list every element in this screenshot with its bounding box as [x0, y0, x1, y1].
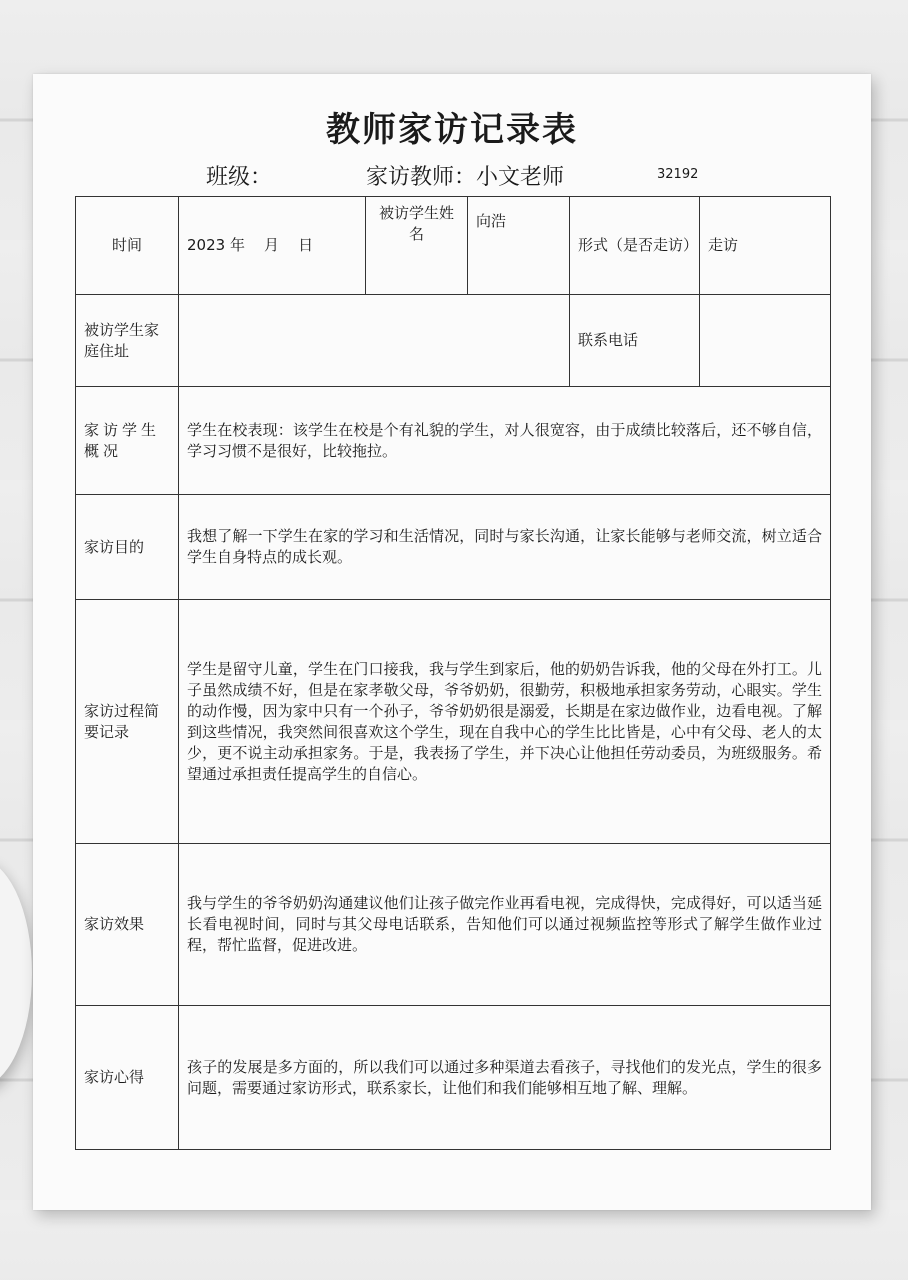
- table-row: [76, 844, 831, 1006]
- phone-label: 联系电话: [570, 295, 700, 387]
- student-name-value: 向浩: [468, 197, 570, 295]
- time-value: 2023 年 月 日: [179, 197, 366, 295]
- record-form-sheet: [33, 74, 871, 1210]
- overview-label: 家访学生概况: [76, 387, 179, 495]
- address-label: 被访学生家庭住址: [76, 295, 179, 387]
- time-label: 时间: [76, 197, 179, 295]
- visit-form-label: 形式（是否走访）: [570, 197, 700, 295]
- purpose-text: 我想了解一下学生在家的学习和生活情况，同时与家长沟通，让家长能够与老师交流，树立适合学生自身特点的成长观。: [179, 495, 831, 600]
- table-row: [76, 387, 831, 495]
- insight-text: 孩子的发展是多方面的，所以我们可以通过多种渠道去看孩子，寻找他们的发光点，学生的很多问题，需要通过家访形式，联系家长，让他们和我们能够相互地了解、理解。: [179, 1006, 831, 1150]
- form-title: 教师家访记录表: [326, 110, 578, 150]
- effect-text: 我与学生的爷爷奶奶沟通建议他们让孩子做完作业再看电视，完成得快，完成得好，可以适当延长看电视时间，同时与其父母电话联系，告知他们可以通过视频监控等形式了解学生做作业过程，帮忙监督，促进改进。: [179, 844, 831, 1006]
- form-code: 32192: [657, 167, 699, 182]
- visit-record-table: [75, 196, 831, 1150]
- table-row: [76, 600, 831, 844]
- address-value: [179, 295, 570, 387]
- table-row: [76, 295, 831, 387]
- table-row: [76, 495, 831, 600]
- insight-label: 家访心得: [76, 1006, 179, 1150]
- student-name-label: 被访学生姓名: [366, 197, 468, 295]
- process-label: 家访过程简要记录: [76, 600, 179, 844]
- coffee-cup-edge: [0, 858, 32, 1088]
- effect-label: 家访效果: [76, 844, 179, 1006]
- phone-value: [700, 295, 831, 387]
- purpose-label: 家访目的: [76, 495, 179, 600]
- table-row: [76, 197, 831, 295]
- table-row: [76, 1006, 831, 1150]
- overview-text: 学生在校表现：该学生在校是个有礼貌的学生，对人很宽容，由于成绩比较落后，还不够自信，学习习惯不是很好，比较拖拉。: [179, 387, 831, 495]
- teacher-label: 家访教师：小文老师: [366, 165, 565, 190]
- visit-form-value: 走访: [700, 197, 831, 295]
- class-label: 班级：: [206, 165, 273, 190]
- process-text: 学生是留守儿童，学生在门口接我，我与学生到家后，他的奶奶告诉我，他的父母在外打工。儿子虽然成绩不好，但是在家孝敬父母，爷爷奶奶，很勤劳，积极地承担家务劳动，心眼实。学生的动作慢，因为家中只有一个孙子，爷爷奶奶很是溺爱，长期是在家边做作业，边看电视。了解到这些情况，我突然间很喜欢这个学生，现在自我中心的学生比比皆是，心中有父母、老人的太少，更不说主动承担家务。于是，我表扬了学生，并下决心让他担任劳动委员，为班级服务。希望通过承担责任提高学生的自信心。: [179, 600, 831, 844]
